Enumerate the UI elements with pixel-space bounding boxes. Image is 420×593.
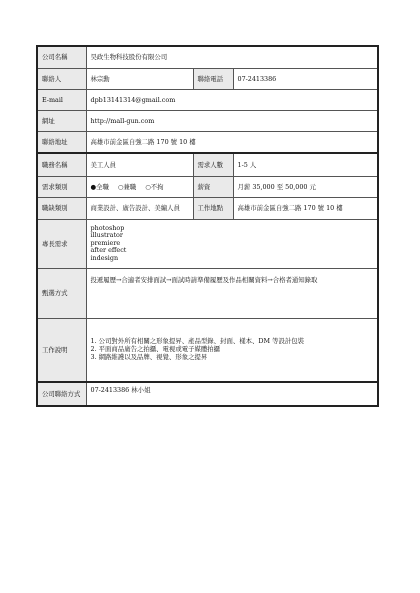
job-category-label: 職缺類別 <box>38 197 86 219</box>
job-title-label: 職務名稱 <box>38 154 86 176</box>
any-type-option: ○不拘 <box>145 182 164 191</box>
skills-list <box>86 219 377 268</box>
address-label: 聯絡地址 <box>38 131 86 152</box>
full-time-option: ●全職 <box>90 182 109 191</box>
skill-item: photoshop <box>90 223 125 232</box>
skill-item: premiere <box>90 238 121 247</box>
job-description-label: 工作說明 <box>38 318 86 381</box>
job-info-section <box>38 154 377 383</box>
employment-type-options <box>86 176 193 197</box>
phone-label: 聯絡電話 <box>193 68 233 89</box>
email-label: E-mail <box>38 89 86 110</box>
salary-label: 薪資 <box>193 176 233 197</box>
address-value: 高雄市前金區自強二路 170 號 10 樓 <box>86 131 377 152</box>
phone-value: 07-2413386 <box>233 68 377 89</box>
contact-person-value: 林宗勳 <box>86 68 193 89</box>
salary-value: 月薪 35,000 至 50,000 元 <box>233 176 377 197</box>
contact-method-section <box>38 383 377 405</box>
contact-method-value: 07-2413386 林小姐 <box>86 383 377 405</box>
selection-method-label: 甄選方式 <box>38 268 86 318</box>
job-category-value: 商業設計、廣告設計、美編人員 <box>86 197 193 219</box>
description-item: 1. 公司對外所有相關之形象提昇、產品型錄、封面、樣本、DM 等設計包裝 <box>90 337 305 346</box>
work-location-value: 高雄市前金區自強二路 170 號 10 樓 <box>233 197 377 219</box>
company-name-label: 公司名稱 <box>38 47 86 68</box>
job-description-list <box>86 318 377 381</box>
company-info-section <box>38 47 377 154</box>
employment-type-label: 需求類別 <box>38 176 86 197</box>
headcount-value: 1-5 人 <box>233 154 377 176</box>
job-title-value: 美工人員 <box>86 154 193 176</box>
skill-item: illustrator <box>90 231 123 240</box>
website-value: http://mall-gun.com <box>86 110 377 131</box>
work-location-label: 工作地點 <box>193 197 233 219</box>
contact-method-label: 公司聯絡方式 <box>38 383 86 405</box>
job-posting-form <box>36 45 379 407</box>
website-label: 網址 <box>38 110 86 131</box>
skill-item: indesign <box>90 253 119 262</box>
contact-person-label: 聯絡人 <box>38 68 86 89</box>
headcount-label: 需求人數 <box>193 154 233 176</box>
part-time-option: ○兼職 <box>117 182 137 191</box>
description-item: 2. 平面商品廣告之拍攝、電視或電子媒體拍攝 <box>90 344 221 353</box>
skills-label: 專長需求 <box>38 219 86 268</box>
skill-item: after effect <box>90 246 127 255</box>
description-item: 3. 網路維護以及品牌、視覺、形象之提昇 <box>90 352 208 361</box>
email-value: dpb13141314@gmail.com <box>86 89 377 110</box>
selection-method-value: 投遞履歷→合適者安排面試→面試時請準備履歷及作品相關資料→合格者通知錄取 <box>86 268 377 318</box>
company-name-value: 昊政生物科技股份有限公司 <box>86 47 377 68</box>
